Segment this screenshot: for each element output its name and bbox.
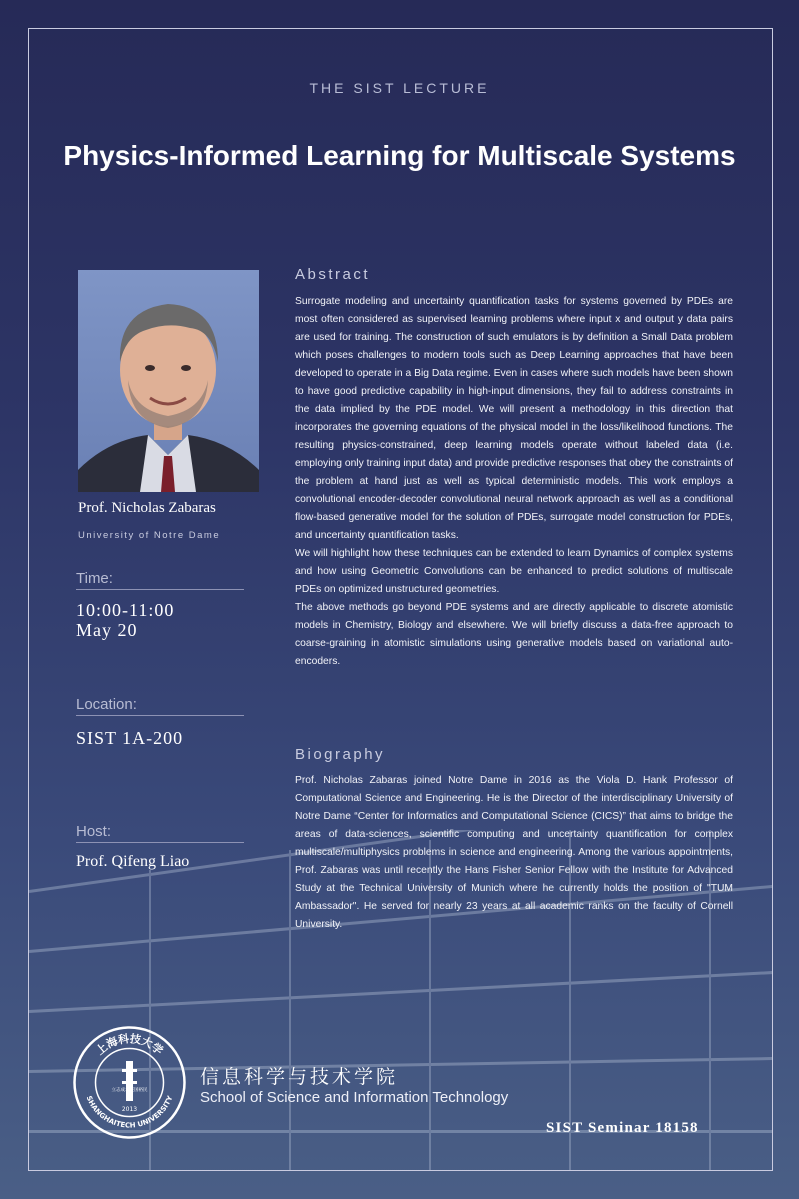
speaker-portrait — [78, 270, 259, 492]
time-value: 10:00-11:00 — [76, 600, 175, 620]
speaker-name: Prof. Nicholas Zabaras — [78, 500, 216, 516]
location-value: SIST 1A-200 — [76, 728, 184, 748]
abstract-paragraph: Surrogate modeling and uncertainty quantification tasks for systems governed by PDEs are most often considered as supervised learning problems where input x and output y data pairs are used for training. The construction of such emulators is by definition a Small Data problem which poses challenges to modern tools such as Deep Learning approaches that have been developed to operate in a Big Data regime. Even in cases where such models have been shown to have good predictive capability in high-input dimensions, they fail to address constraints in the data implied by the PDE model. We will present a methodology in this direction that incorporates the governing equations of the physical model in the loss/likelihood functions. The resulting physics-constrained, deep learning models operate without labeled data (i.e. employing only training input data) and provide predictive responses that obey the constraints of the problem at hand just as well as typical deterministic models. This work employs a convolutional encoder-decoder convolutional neural network approach as well as a conditional flow-based generative model for the solution of PDEs, surrogate model construction for PDEs, and uncertainty quantification tasks. — [295, 296, 733, 541]
abstract-paragraph: We will highlight how these techniques can be extended to learn Dynamics of complex systems and how using Geometric Convolutions can be enhanced to predict solutions of multiscale PDEs on optimized unstructured geometries. — [295, 548, 733, 595]
school-name-chinese: 信息科学与技术学院 — [200, 1067, 399, 1088]
lecture-series-label: THE SIST LECTURE — [309, 80, 490, 96]
host-value: Prof. Qifeng Liao — [76, 853, 190, 870]
biography-body: Prof. Nicholas Zabaras joined Notre Dame in 2016 as the Viola D. Hank Professor of Computational Science and Engineering. He is the Director of the interdisciplinary University of Notre Dame “Center for Informatics and Computational Science (CICS)” that aims to bridge the areas of data-sciences, scientific computing and uncertainty quantification for complex multiscale/multiphysics problems in science and engineering. Among the various appointments, Prof. Zabaras was until recently the Hans Fisher Senior Fellow with the Institute for Advanced Study at the Technical University of Munich where he currently holds the position of "TUM Ambassador". He served for nearly 23 years at all academic ranks on the faculty of Cornell University. — [295, 775, 733, 930]
time-label: Time: — [76, 570, 244, 590]
abstract-heading: Abstract — [295, 266, 371, 283]
shanghaitech-logo — [72, 1025, 187, 1140]
svg-text:2013: 2013 — [121, 1106, 138, 1113]
abstract-paragraph: The above methods go beyond PDE systems and are directly applicable to discrete atomistic models in Chemistry, Biology and elsewhere. We will briefly discuss a data-free approach to coarse-graining in atomistic simulations using generative models based on variational auto-encoders. — [295, 602, 733, 667]
speaker-portrait-illustration — [78, 270, 259, 492]
biography-heading: Biography — [295, 746, 386, 763]
host-label: Host: — [76, 823, 244, 843]
abstract-body — [295, 293, 733, 671]
speaker-affiliation: University of Notre Dame — [78, 530, 221, 541]
school-name-english: School of Science and Information Technology — [200, 1089, 509, 1106]
location-label: Location: — [76, 696, 244, 716]
seminar-number: SIST Seminar 18158 — [546, 1120, 699, 1136]
date-value: May 20 — [76, 620, 138, 640]
svg-text:SHANGHAITECH UNIVERSITY: SHANGHAITECH UNIVERSITY — [84, 1094, 175, 1130]
svg-text:上海科技大学: 上海科技大学 — [93, 1032, 166, 1058]
lecture-title: Physics-Informed Learning for Multiscale Systems — [63, 140, 736, 171]
svg-text:立志成才报国裕民: 立志成才报国裕民 — [111, 1088, 148, 1093]
